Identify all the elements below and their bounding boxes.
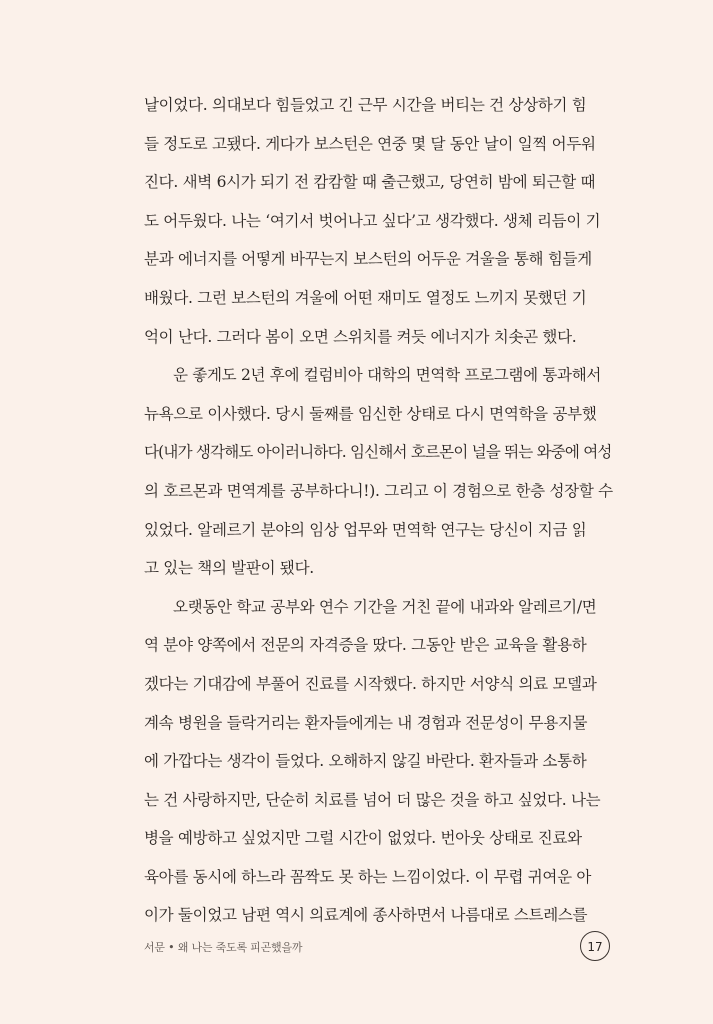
text-line: 억이 난다. 그러다 봄이 오면 스위치를 켜듯 에너지가 치솟곤 했다. [144,327,577,346]
text-line: 계속 병원을 들락거리는 환자들에게는 내 경험과 전문성이 무용지물 [144,713,588,732]
page-number: 17 [580,931,610,961]
text-line: 배웠다. 그런 보스턴의 겨울에 어떤 재미도 열정도 느끼지 못했던 기 [144,288,587,307]
text-line: 겠다는 기대감에 부풀어 진료를 시작했다. 하지만 서양식 의료 모델과 [144,674,597,693]
text-line: 병을 예방하고 싶었지만 그럴 시간이 없었다. 번아웃 상태로 진료와 [144,829,582,848]
text-line: 들 정도로 고됐다. 게다가 보스턴은 연중 몇 달 동안 날이 일찍 어두워 [144,134,596,153]
text-line: 운 좋게도 2년 후에 컬럼비아 대학의 면역학 프로그램에 통과해서 [173,366,602,385]
text-line: 분과 에너지를 어떻게 바꾸는지 보스턴의 어두운 겨울을 통해 힘들게 [144,250,592,269]
text-line: 는 건 사랑하지만, 단순히 치료를 넘어 더 많은 것을 하고 싶었다. 나는 [144,790,601,809]
text-line: 다(내가 생각해도 아이러니하다. 임신해서 호르몬이 널을 뛰는 와중에 여성 [144,443,612,462]
text-line: 진다. 새벽 6시가 되기 전 캄캄할 때 출근했고, 당연히 밤에 퇴근할 때 [144,173,596,192]
body-text [144,86,614,935]
page-footer [144,931,614,963]
text-line: 고 있는 책의 발판이 됐다. [144,559,314,578]
text-line: 이가 둘이었고 남편 역시 의료계에 종사하면서 나름대로 스트레스를 [144,906,588,925]
text-line: 역 분야 양쪽에서 전문의 자격증을 땄다. 그동안 받은 교육을 활용하 [144,636,587,655]
text-line: 뉴욕으로 이사했다. 당시 둘째를 임신한 상태로 다시 면역학을 공부했 [144,404,597,423]
text-line: 날이었다. 의대보다 힘들었고 긴 근무 시간을 버티는 건 상상하기 힘 [144,96,587,114]
running-head: 서문 • 왜 나는 죽도록 피곤했을까 [144,941,303,954]
text-line: 육아를 동시에 하느라 꼼짝도 못 하는 느낌이었다. 이 무렵 귀여운 아 [144,867,592,886]
text-line: 오랫동안 학교 공부와 연수 기간을 거친 끝에 내과와 알레르기/면 [173,597,597,616]
text-line: 있었다. 알레르기 분야의 임상 업무와 면역학 연구는 당신이 지금 읽 [144,520,587,539]
text-line: 의 호르몬과 면역계를 공부하다니!). 그리고 이 경험으로 한층 성장할 수 [144,481,613,500]
text-line: 에 가깝다는 생각이 들었다. 오해하지 않길 바란다. 환자들과 소통하 [144,752,587,771]
text-line: 도 어두웠다. 나는 ‘여기서 벗어나고 싶다’고 생각했다. 생체 리듬이 기 [144,211,601,230]
